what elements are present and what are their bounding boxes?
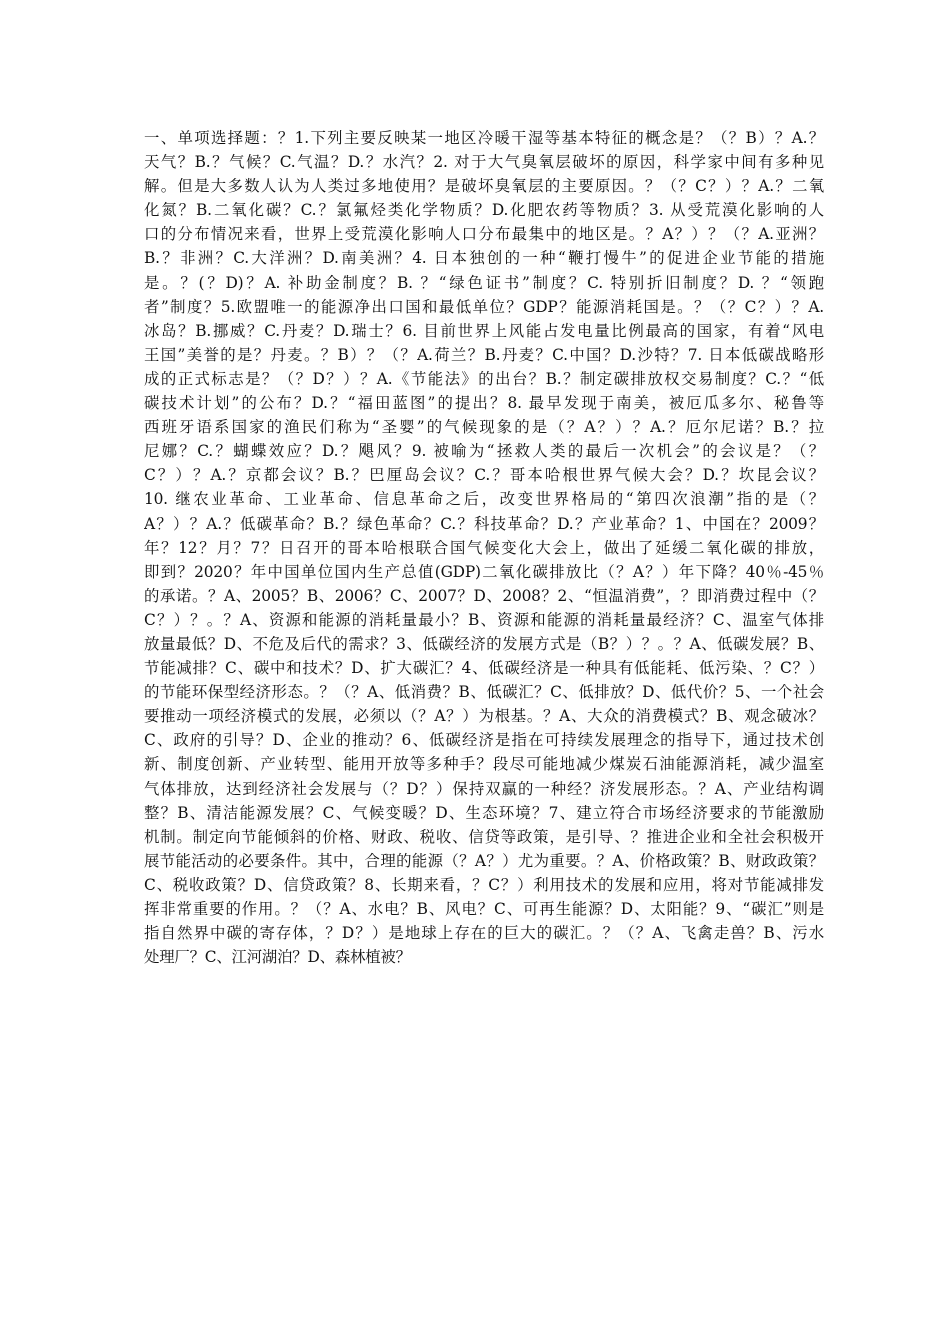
text-line: 解。但是大多数人认为人类过多地使用？是破坏臭氧层的主要原因。？（？C？）？A.？二氧 — [144, 177, 824, 196]
text-line: C、政府的引导？D、企业的推动？6、低碳经济是指在可持续发展理念的指导下，通过技术创 — [144, 731, 824, 750]
text-line-last: 处理厂？C、江河湖泊？D、森林植被？ — [144, 948, 411, 967]
text-line: 展节能活动的必要条件。其中，合理的能源（？A？）尤为重要。？A、价格政策？B、财政政策？ — [144, 851, 824, 870]
text-line: 的节能环保型经济形态。？（？A、低消费？B、低碳汇？C、低排放？D、低代价？5、一个社会 — [144, 683, 824, 702]
text-line: C？）？。？A、资源和能源的消耗量最小？B、资源和能源的消耗量最经济？C、温室气体排 — [144, 610, 824, 629]
text-line: 冰岛？B.挪威？C.丹麦？D.瑞士？6. 目前世界上风能占发电量比例最高的国家，有着“风电 — [144, 321, 824, 340]
text-line: B.？非洲？C.大洋洲？D.南美洲？4. 日本独创的一种“鞭打慢牛”的促进企业节能的措施 — [144, 249, 824, 268]
text-line: 口的分布情况来看，世界上受荒漠化影响人口分布最集中的地区是。？A？）？（？A.亚洲？ — [144, 225, 824, 244]
text-line: 10. 继农业革命、工业革命、信息革命之后，改变世界格局的“第四次浪潮”指的是（？ — [144, 490, 824, 509]
text-line: 节能减排？C、碳中和技术？D、扩大碳汇？4、低碳经济是一种具有低能耗、低污染、？C？） — [144, 659, 824, 678]
text-line: 年？12？月？7？日召开的哥本哈根联合国气候变化大会上，做出了延缓二氧化碳的排放， — [144, 538, 824, 557]
text-line: 成的正式标志是？（？D？）？A.《节能法》的出台？B.？制定碳排放权交易制度？C.？“低 — [144, 369, 824, 388]
text-line: 放量最低？D、不危及后代的需求？3、低碳经济的发展方式是（B？）？。？A、低碳发展？B、 — [144, 634, 824, 653]
text-line: 要推动一项经济模式的发展，必须以（？A？）为根基。？A、大众的消费模式？B、观念破冰？ — [144, 707, 824, 726]
text-line: 化氮？B.二氧化碳？C.？氯氟烃类化学物质？D.化肥农药等物质？3. 从受荒漠化影响的人 — [144, 201, 824, 220]
text-line: A？）？A.？低碳革命？B.？绿色革命？C.？科技革命？D.？产业革命？1、中国在？2009？ — [144, 514, 824, 533]
text-line: 尼娜？C.？蝴蝶效应？D.？飓风？9. 被喻为“拯救人类的最后一次机会”的会议是？（？ — [144, 442, 824, 461]
text-line: 是。？(？D)？A. 补助金制度？B. ？“绿色证书”制度？C. 特别折旧制度？D. ？“领跑 — [144, 273, 824, 292]
text-line: 即到？2020？年中国单位国内生产总值(GDP)二氧化碳排放比（？A？）年下降？40％-45％ — [144, 562, 824, 581]
text-line: 机制。制定向节能倾斜的价格、财政、税收、信贷等政策，是引导、？推进企业和全社会积极开 — [144, 827, 824, 846]
text-line: 者”制度？5.欧盟唯一的能源净出口国和最低单位？GDP？能源消耗国是。？（？C？）？A. — [144, 297, 824, 316]
text-line: 西班牙语系国家的渔民们称为“圣婴”的气候现象的是（？A？）？A.？厄尔尼诺？B.？拉 — [144, 418, 824, 437]
text-line: 王国”美誉的是？丹麦。？B）？（？A.荷兰？B.丹麦？C.中国？D.沙特？7. 日本低碳战略形 — [144, 345, 824, 364]
text-line: 指自然界中碳的寄存体，？D？）是地球上存在的巨大的碳汇。？（？A、飞禽走兽？B、污水 — [144, 924, 824, 943]
text-line: 一、单项选择题：？1.下列主要反映某一地区冷暖干湿等基本特征的概念是？（？B）？A.？ — [144, 129, 824, 147]
text-line: 碳技术计划”的公布？D.？“福田蓝图”的提出？8. 最早发现于南美，被厄瓜多尔、秘鲁等 — [144, 394, 824, 413]
document-body — [144, 126, 824, 969]
text-line: 天气？B.？气候？C.气温？D.？水汽？2. 对于大气臭氧层破坏的原因，科学家中间有多种见 — [144, 153, 824, 172]
text-line: C？）？A.？京都会议？B.？巴厘岛会议？C.？哥本哈根世界气候大会？D.？坎昆会议？ — [144, 466, 824, 485]
text-line: 新、制度创新、产业转型、能用开放等多种手？段尽可能地减少煤炭石油能源消耗，减少温室 — [144, 755, 824, 774]
text-line: 挥非常重要的作用。？（？A、水电？B、风电？C、可再生能源？D、太阳能？9、“碳汇”则是 — [144, 900, 824, 918]
text-line: 气体排放，达到经济社会发展与（？D？）保持双赢的一种经？济发展形态。？A、产业结构调 — [144, 779, 824, 798]
text-line: 整？B、清洁能源发展？C、气候变暖？D、生态环境？7、建立符合市场经济要求的节能激励 — [144, 803, 824, 822]
text-line: 的承诺。？A、2005？B、2006？C、2007？D、2008？2、“恒温消费”，？即消费过程中（？ — [144, 586, 824, 605]
text-line: C、税收政策？D、信贷政策？8、长期来看，？C？）利用技术的发展和应用，将对节能减排发 — [144, 875, 824, 894]
